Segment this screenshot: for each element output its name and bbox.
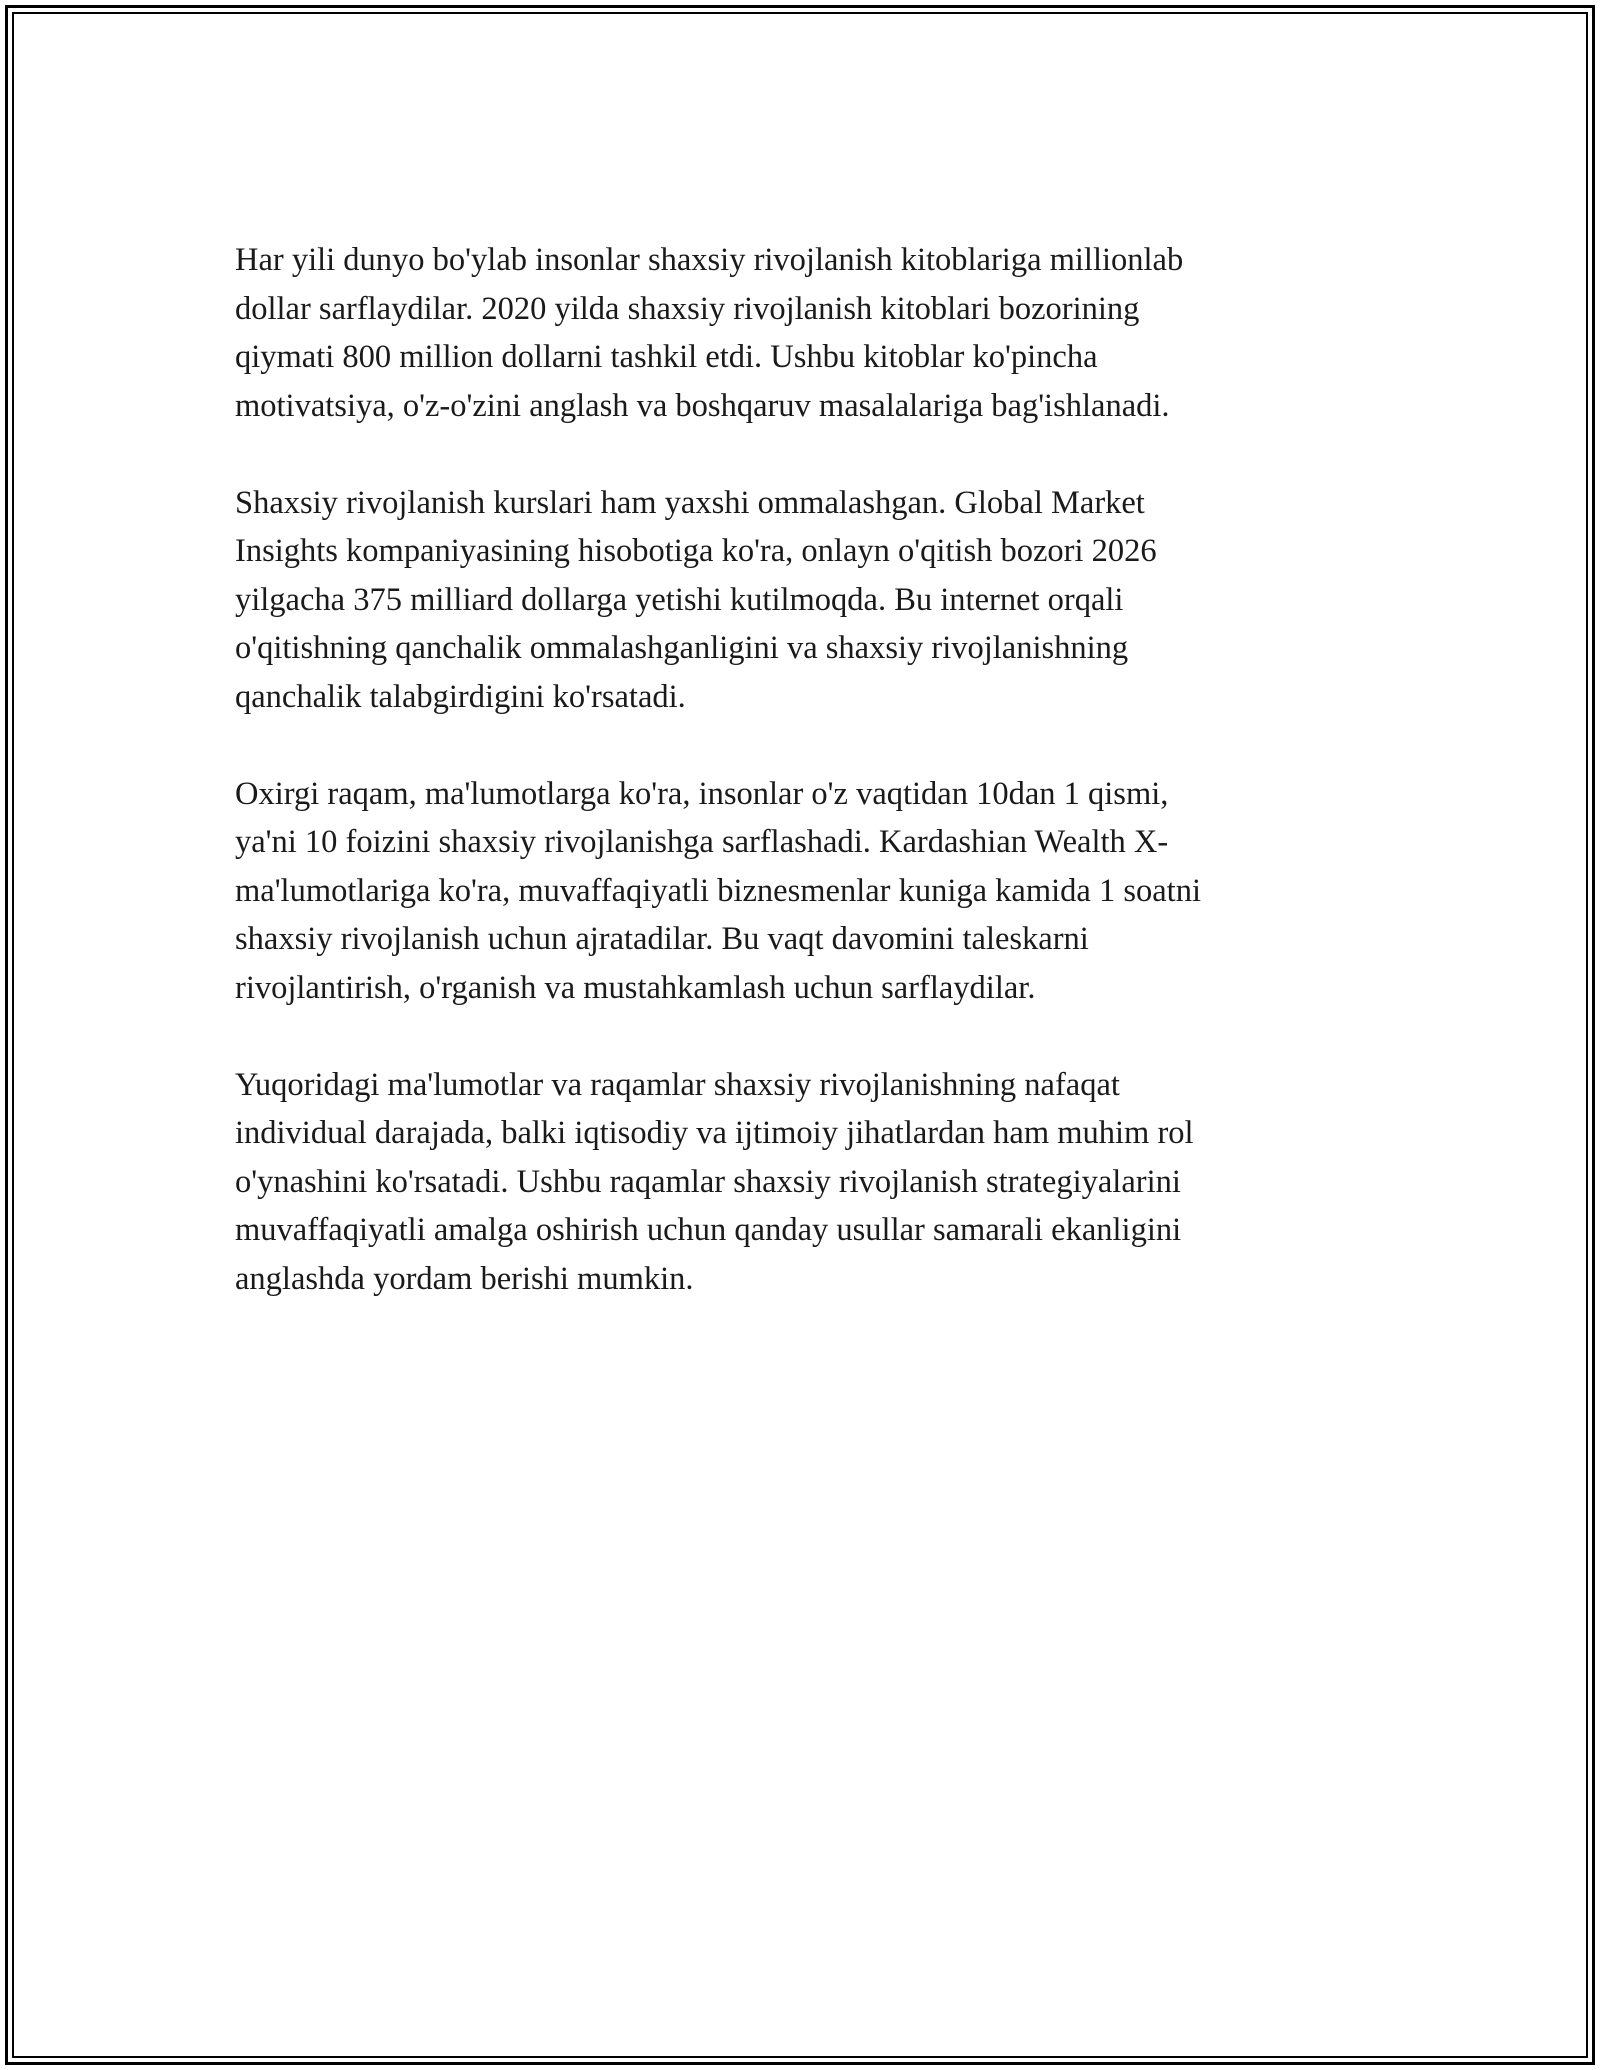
paragraph-1 — [235, 236, 1370, 430]
paragraph-line: Shaxsiy rivojlanish kurslari ham yaxshi ommalashgan. Global Market — [235, 484, 1145, 521]
paragraph-line: Har yili dunyo bo'ylab insonlar shaxsiy rivojlanish kitoblariga millionlab — [235, 242, 1184, 278]
paragraph-line: qiymati 800 million dollarni tashkil etdi. Ushbu kitoblar ko'pincha — [235, 339, 1098, 375]
paragraph-line: motivatsiya, o'z-o'zini anglash va boshqaruv masalalariga bag'ishlanadi. — [235, 387, 1170, 424]
paragraph-3 — [235, 770, 1370, 1013]
paragraph-4 — [235, 1061, 1370, 1304]
paragraph-line: Yuqoridagi ma'lumotlar va raqamlar shaxsiy rivojlanishning nafaqat — [235, 1066, 1120, 1103]
paragraph-line: yilgacha 375 milliard dollarga yetishi kutilmoqda. Bu internet orqali — [235, 581, 1124, 618]
paragraph-2 — [235, 479, 1370, 722]
document-body — [235, 236, 1370, 1352]
paragraph-line: ma'lumotlariga ko'ra, muvaffaqiyatli biznesmenlar kuniga kamida 1 soatni — [235, 872, 1201, 909]
paragraph-line: o'ynashini ko'rsatadi. Ushbu raqamlar shaxsiy rivojlanish strategiyalarini — [235, 1163, 1181, 1200]
paragraph-line: shaxsiy rivojlanish uchun ajratadilar. Bu vaqt davomini taleskarni — [235, 921, 1089, 957]
paragraph-line: muvaffaqiyatli amalga oshirish uchun qanday usullar samarali ekanligini — [235, 1212, 1182, 1248]
paragraph-line: individual darajada, balki iqtisodiy va ijtimoiy jihatlardan ham muhim rol — [235, 1115, 1194, 1151]
paragraph-line: ya'ni 10 foizini shaxsiy rivojlanishga sarflashadi. Kardashian Wealth X- — [235, 824, 1169, 860]
paragraph-line: Insights kompaniyasining hisobotiga ko'ra, onlayn o'qitish bozori 2026 — [235, 533, 1157, 569]
paragraph-line: dollar sarflaydilar. 2020 yilda shaxsiy rivojlanish kitoblari bozorining — [235, 290, 1140, 327]
paragraph-line: Oxirgi raqam, ma'lumotlarga ko'ra, insonlar o'z vaqtidan 10dan 1 qismi, — [235, 775, 1169, 812]
paragraph-line: o'qitishning qanchalik ommalashganligini va shaxsiy rivojlanishning — [235, 630, 1129, 666]
paragraph-line: qanchalik talabgirdigini ko'rsatadi. — [235, 678, 686, 715]
paragraph-line: rivojlantirish, o'rganish va mustahkamlash uchun sarflaydilar. — [235, 969, 1036, 1006]
paragraph-line: anglashda yordam berishi mumkin. — [235, 1260, 694, 1297]
